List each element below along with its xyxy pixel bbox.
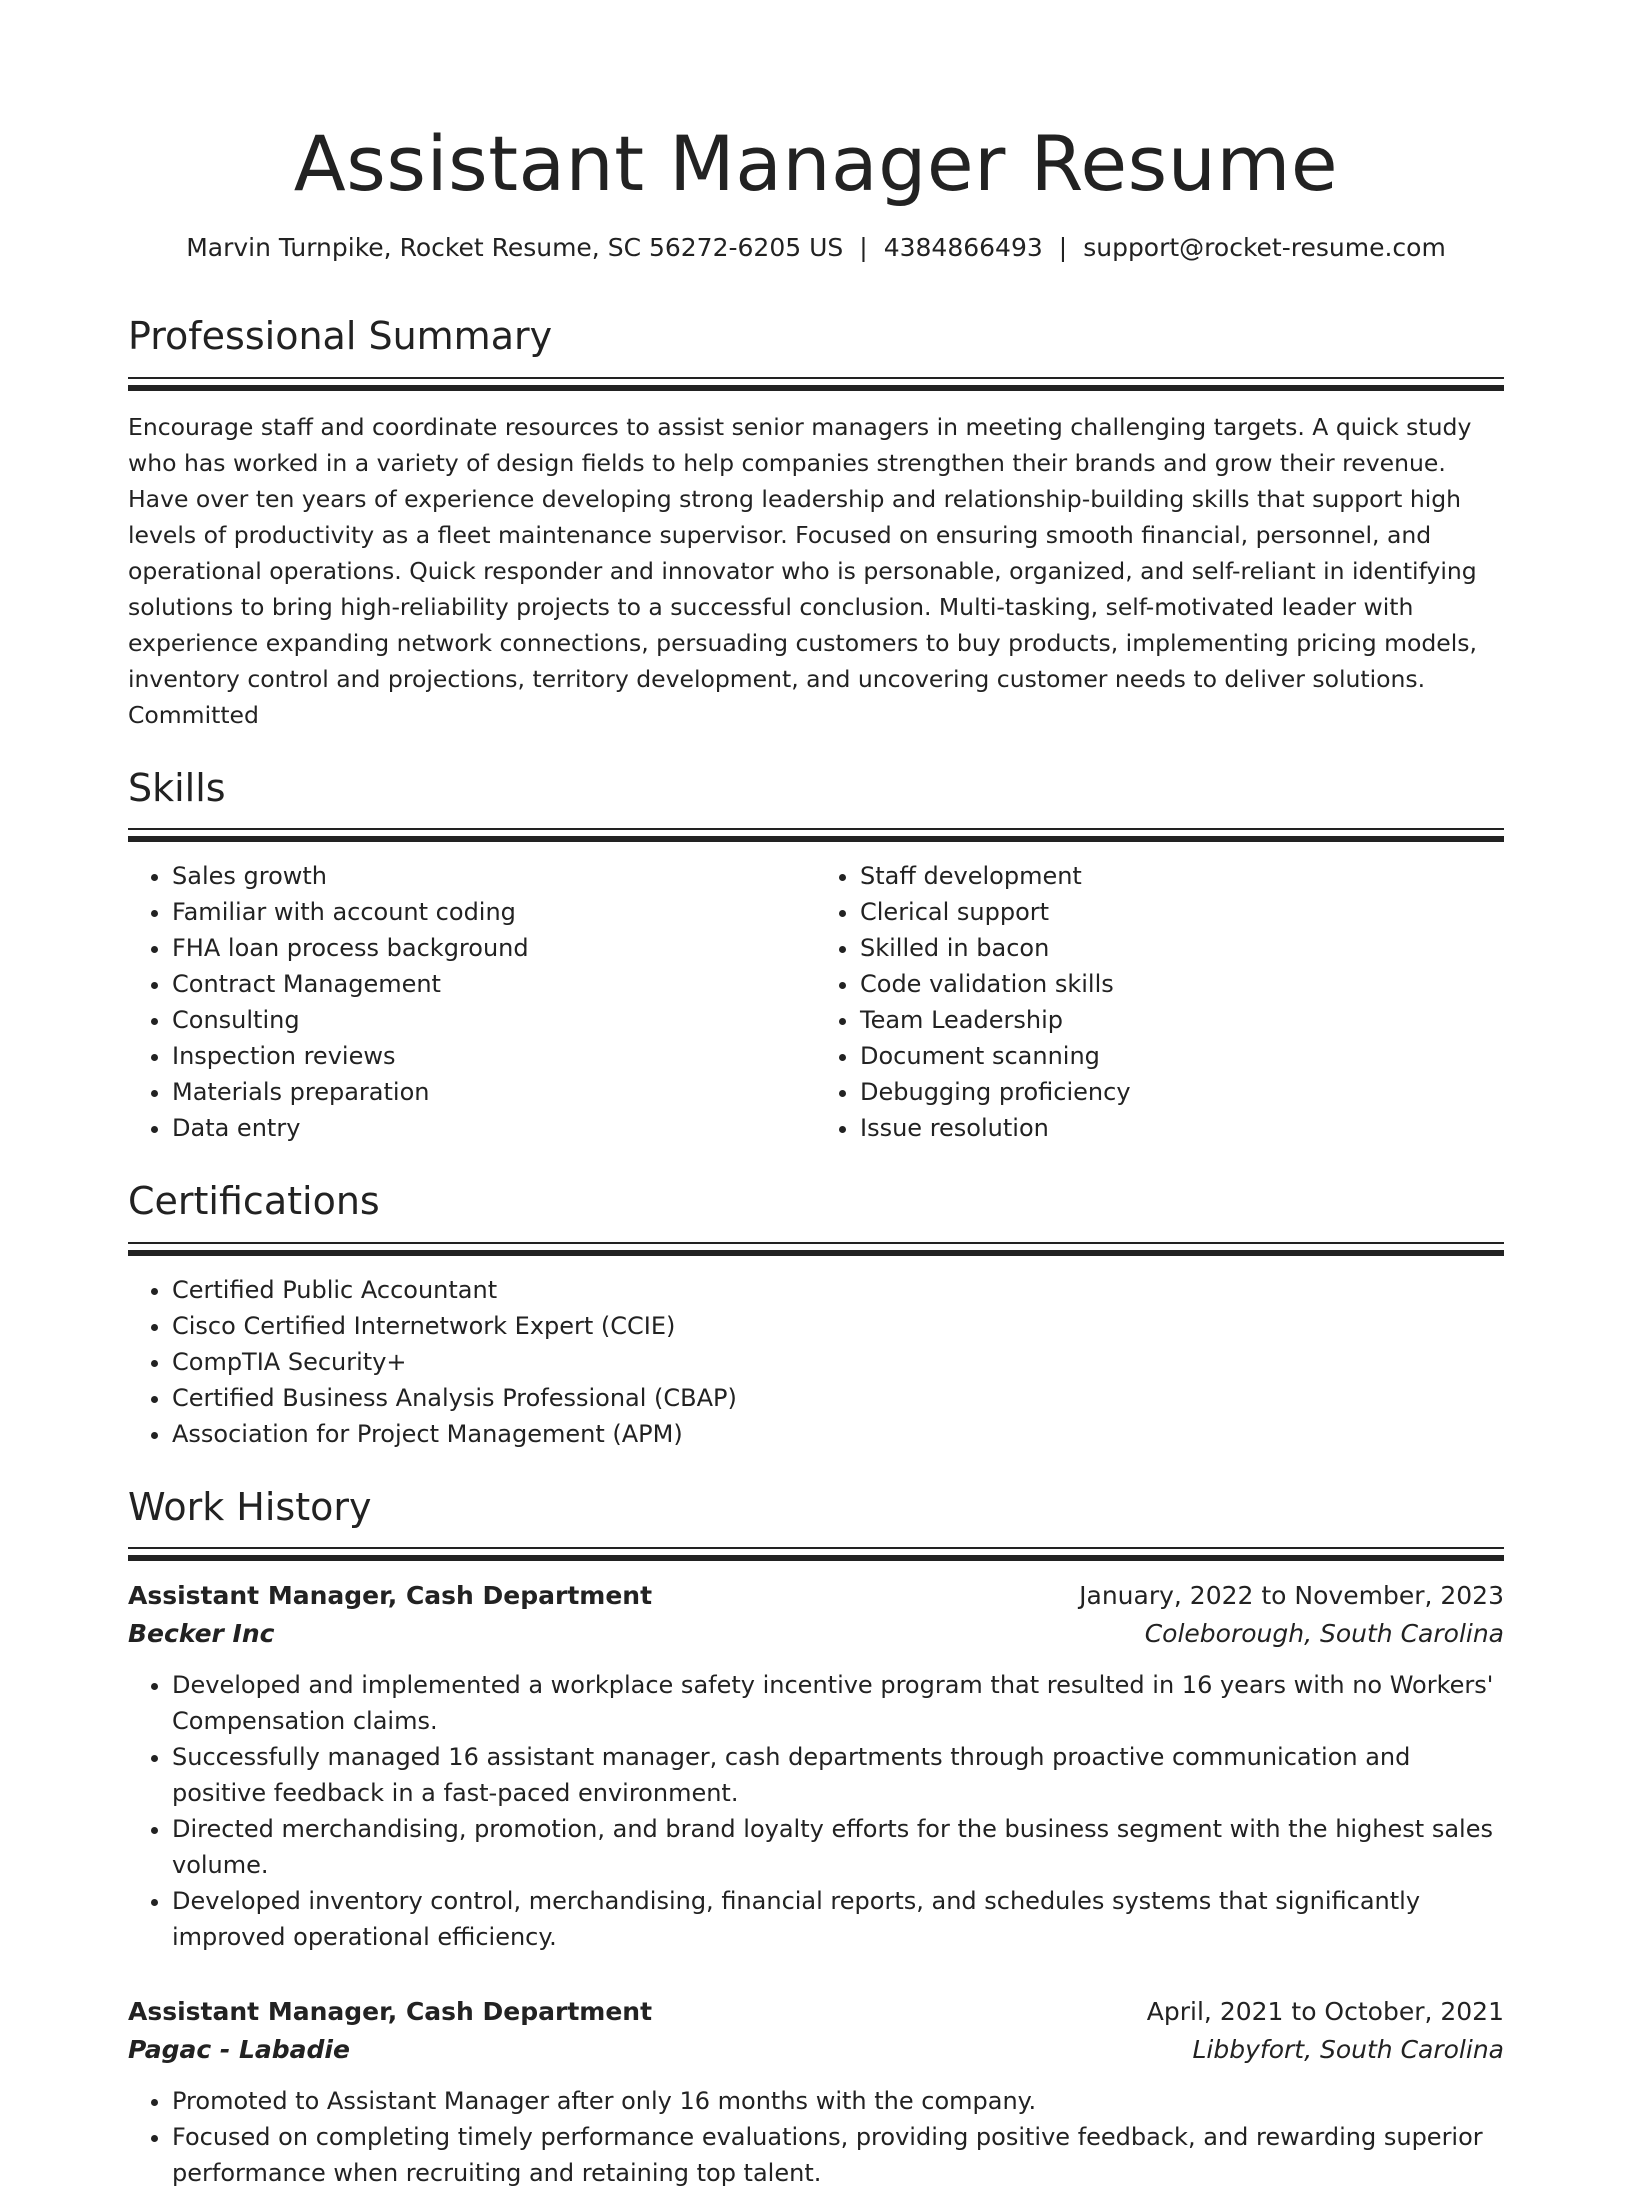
skill-item: • Staff development [860, 858, 1504, 894]
job-bullet: • Developed and implemented a workplace safety incentive program that resulted in 16 years with no Workers' Compensation claims. [172, 1667, 1504, 1739]
contact-separator: | [859, 233, 868, 263]
contact-email[interactable]: support@rocket-resume.com [1083, 233, 1446, 263]
skill-item: • Debugging proficiency [860, 1074, 1504, 1110]
contact-separator: | [1058, 233, 1068, 263]
section-heading-skills: Skills [128, 765, 226, 810]
job-bullets [128, 1667, 1504, 1955]
skill-item: • Sales growth [172, 858, 816, 894]
contact-line [128, 231, 1504, 265]
resume-title: Assistant Manager Resume [293, 119, 1339, 208]
skills-list-left [128, 858, 816, 1146]
job-bullets [128, 2083, 1504, 2191]
section-heading-certifications: Certifications [128, 1179, 380, 1224]
job-dates: April, 2021 to October, 2021 [1146, 1997, 1504, 2027]
certification-item: • Certified Public Accountant [172, 1272, 1504, 1308]
skills-section [128, 765, 1504, 1147]
skill-item: • Data entry [172, 1110, 816, 1146]
skill-item: • Issue resolution [860, 1110, 1504, 1146]
section-divider [128, 1547, 1504, 1561]
summary-text: Encourage staff and coordinate resources to assist senior managers in meeting challenging targets. A quick study who has worked in a variety of design fields to help companies strengthen their brands and grow their revenue. Have over ten years of experience developing strong leadership and relationship-building skills that support high levels of productivity as a fleet maintenance supervisor. Focused on ensuring smooth financial, personnel, and operational operations. Quick responder and innovator who is personable, organized, and self-reliant in identifying solutions to bring high-reliability projects to a successful conclusion. Multi-tasking, self-motivated leader with experience expanding network connections, persuading customers to buy products, implementing pricing models, inventory control and projections, territory development, and uncovering customer needs to deliver solutions. Committed [128, 412, 1477, 729]
skill-item: • Clerical support [860, 894, 1504, 930]
professional-summary-section [128, 313, 1504, 733]
job-bullet: • Promoted to Assistant Manager after only 16 months with the company. [172, 2083, 1504, 2119]
job-dates: January, 2022 to November, 2023 [1079, 1581, 1504, 1611]
certifications-list [128, 1272, 1504, 1452]
job-bullet: • Developed inventory control, merchandising, financial reports, and schedules systems that significantly improved operational efficiency. [172, 1883, 1504, 1955]
certification-item: • Association for Project Management (APM) [172, 1416, 1504, 1452]
job-bullet: • Successfully managed 16 assistant manager, cash departments through proactive communication and positive feedback in a fast-paced environment. [172, 1739, 1504, 1811]
job-title: Assistant Manager, Cash Department [128, 1581, 653, 1611]
job-header-row [128, 1577, 1504, 1615]
section-heading-summary: Professional Summary [128, 314, 553, 359]
skill-item: • Document scanning [860, 1038, 1504, 1074]
job-company: Pagac - Labadie [128, 2035, 350, 2065]
skill-item: • Team Leadership [860, 1002, 1504, 1038]
section-divider [128, 1242, 1504, 1256]
contact-address: Marvin Turnpike, Rocket Resume, SC 56272-6205 US [186, 233, 844, 263]
skill-item: • Inspection reviews [172, 1038, 816, 1074]
section-divider [128, 377, 1504, 391]
contact-phone[interactable]: 4384866493 [883, 233, 1043, 263]
skills-grid [128, 842, 1504, 1146]
job-title: Assistant Manager, Cash Department [128, 1997, 653, 2027]
skill-item: • Contract Management [172, 966, 816, 1002]
skills-list-right [816, 858, 1504, 1146]
job-location: Coleborough, South Carolina [1144, 1619, 1504, 1649]
certifications-section [128, 1178, 1504, 1452]
section-heading-work-history: Work History [128, 1484, 372, 1529]
job-entry [128, 1577, 1504, 1955]
skill-item: • Materials preparation [172, 1074, 816, 1110]
skill-item: • Skilled in bacon [860, 930, 1504, 966]
job-company-row [128, 2031, 1504, 2069]
section-divider [128, 828, 1504, 842]
certification-item: • CompTIA Security+ [172, 1344, 1504, 1380]
certification-item: • Certified Business Analysis Professional (CBAP) [172, 1380, 1504, 1416]
skill-item: • Code validation skills [860, 966, 1504, 1002]
job-location: Libbyfort, South Carolina [1192, 2035, 1504, 2065]
skill-item: • FHA loan process background [172, 930, 816, 966]
job-bullet: • Directed merchandising, promotion, and brand loyalty efforts for the business segment with the highest sales volume. [172, 1811, 1504, 1883]
skill-item: • Familiar with account coding [172, 894, 816, 930]
certification-item: • Cisco Certified Internetwork Expert (CCIE) [172, 1308, 1504, 1344]
job-header-row [128, 1993, 1504, 2031]
job-company-row [128, 1615, 1504, 1653]
job-bullet: • Focused on completing timely performance evaluations, providing positive feedback, and rewarding superior performance when recruiting and retaining top talent. [172, 2119, 1504, 2191]
skill-item: • Consulting [172, 1002, 816, 1038]
job-company: Becker Inc [128, 1619, 275, 1649]
work-history-section [128, 1484, 1504, 2191]
job-entry [128, 1993, 1504, 2191]
